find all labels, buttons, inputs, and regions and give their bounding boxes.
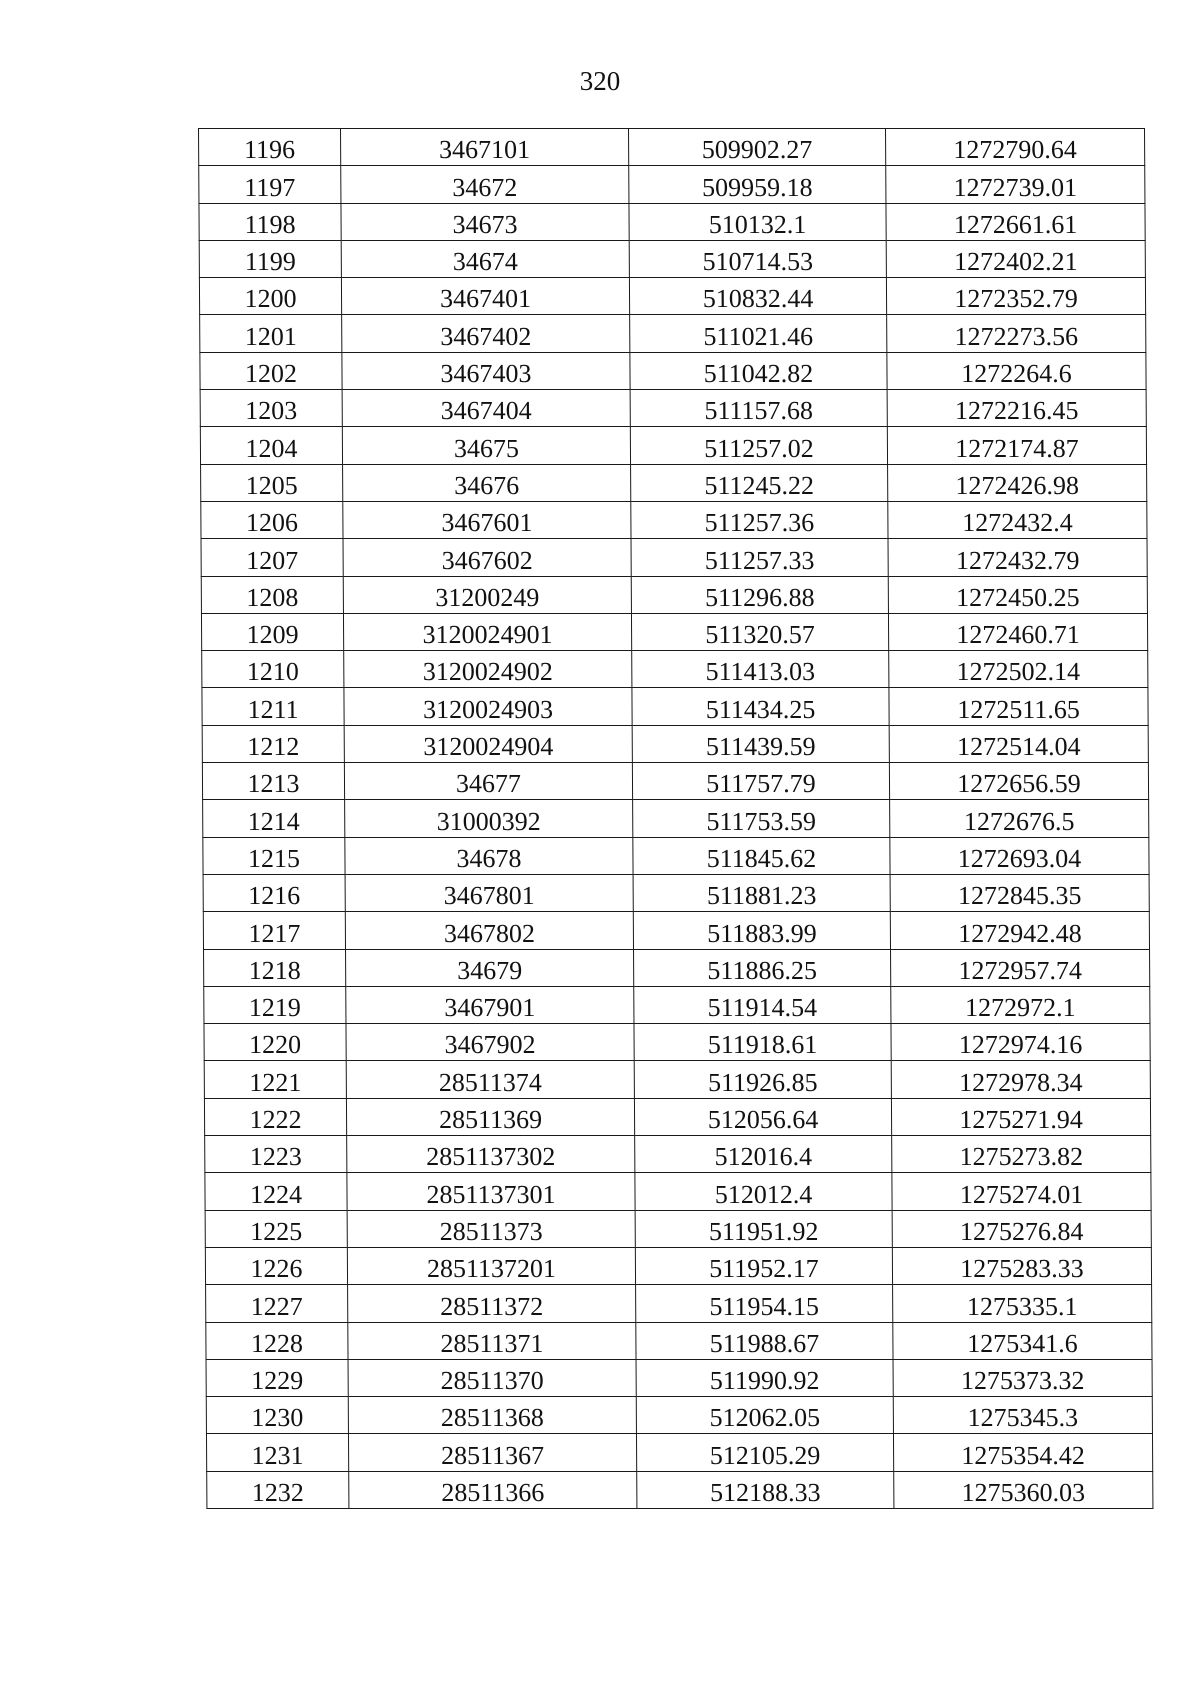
- x-coordinate-cell: 511042.82: [630, 352, 887, 389]
- y-coordinate-cell: 1272978.34: [891, 1061, 1150, 1098]
- x-coordinate-cell: 510714.53: [629, 240, 886, 277]
- page-number: 320: [579, 66, 621, 96]
- y-coordinate-cell: 1275276.84: [892, 1210, 1151, 1247]
- point-id-cell: 28511369: [346, 1098, 634, 1135]
- table-row: [199, 166, 1145, 203]
- y-coordinate-cell: 1272656.59: [889, 763, 1148, 800]
- x-coordinate-cell: 512188.33: [637, 1471, 894, 1508]
- row-index-cell: 1214: [203, 800, 345, 837]
- x-coordinate-cell: 510132.1: [629, 203, 886, 240]
- point-id-cell: 28511366: [349, 1471, 637, 1508]
- x-coordinate-cell: 511296.88: [631, 576, 888, 613]
- y-coordinate-cell: 1272972.1: [891, 986, 1150, 1023]
- table-row: [204, 1061, 1150, 1098]
- y-coordinate-cell: 1275273.82: [892, 1136, 1151, 1173]
- y-coordinate-cell: 1272845.35: [890, 874, 1149, 911]
- table-row: [201, 464, 1147, 501]
- table-body: [199, 129, 1153, 1509]
- point-id-cell: 3120024904: [344, 725, 632, 762]
- point-id-cell: 3120024901: [343, 613, 631, 650]
- row-index-cell: 1216: [203, 874, 345, 911]
- row-index-cell: 1211: [202, 688, 344, 725]
- point-id-cell: 31000392: [345, 800, 633, 837]
- table-row: [206, 1434, 1152, 1471]
- x-coordinate-cell: 511988.67: [636, 1322, 893, 1359]
- table-row: [202, 763, 1148, 800]
- y-coordinate-cell: 1272432.79: [888, 539, 1147, 576]
- x-coordinate-cell: 511886.25: [634, 949, 891, 986]
- table-row: [203, 837, 1149, 874]
- y-coordinate-cell: 1272957.74: [891, 949, 1150, 986]
- row-index-cell: 1219: [204, 986, 346, 1023]
- x-coordinate-cell: 511257.36: [631, 501, 888, 538]
- point-id-cell: 34676: [343, 464, 631, 501]
- x-coordinate-cell: 511753.59: [633, 800, 890, 837]
- x-coordinate-cell: 511439.59: [632, 725, 889, 762]
- table-row: [203, 874, 1149, 911]
- x-coordinate-cell: 511434.25: [632, 688, 889, 725]
- row-index-cell: 1198: [199, 203, 341, 240]
- table-row: [204, 986, 1150, 1023]
- y-coordinate-cell: 1272352.79: [886, 278, 1145, 315]
- x-coordinate-cell: 511320.57: [631, 613, 888, 650]
- table-row: [199, 129, 1145, 166]
- coordinates-table: [198, 128, 1153, 1509]
- table-row: [207, 1471, 1153, 1508]
- table-row: [201, 613, 1147, 650]
- point-id-cell: 3467401: [341, 278, 629, 315]
- y-coordinate-cell: 1272502.14: [889, 651, 1148, 688]
- y-coordinate-cell: 1272511.65: [889, 688, 1148, 725]
- y-coordinate-cell: 1272739.01: [886, 166, 1145, 203]
- x-coordinate-cell: 511257.02: [630, 427, 887, 464]
- table-row: [206, 1397, 1152, 1434]
- x-coordinate-cell: 511245.22: [631, 464, 888, 501]
- row-index-cell: 1212: [202, 725, 344, 762]
- x-coordinate-cell: 511845.62: [633, 837, 890, 874]
- row-index-cell: 1223: [205, 1136, 347, 1173]
- row-index-cell: 1231: [206, 1434, 348, 1471]
- row-index-cell: 1197: [199, 166, 341, 203]
- x-coordinate-cell: 512012.4: [635, 1173, 892, 1210]
- x-coordinate-cell: 511918.61: [634, 1024, 891, 1061]
- point-id-cell: 28511372: [348, 1285, 636, 1322]
- row-index-cell: 1196: [199, 129, 341, 166]
- table-row: [201, 576, 1147, 613]
- table-row: [202, 688, 1148, 725]
- x-coordinate-cell: 511757.79: [632, 763, 889, 800]
- x-coordinate-cell: 512062.05: [636, 1397, 893, 1434]
- row-index-cell: 1228: [206, 1322, 348, 1359]
- point-id-cell: 34678: [345, 837, 633, 874]
- x-coordinate-cell: 511883.99: [633, 912, 890, 949]
- x-coordinate-cell: 511413.03: [632, 651, 889, 688]
- point-id-cell: 3467101: [341, 129, 629, 166]
- row-index-cell: 1199: [199, 240, 341, 277]
- y-coordinate-cell: 1272693.04: [890, 837, 1149, 874]
- row-index-cell: 1230: [206, 1397, 348, 1434]
- point-id-cell: 31200249: [343, 576, 631, 613]
- table-row: [201, 539, 1147, 576]
- point-id-cell: 28511368: [348, 1397, 636, 1434]
- point-id-cell: 3467404: [342, 390, 630, 427]
- y-coordinate-cell: 1275345.3: [893, 1397, 1152, 1434]
- row-index-cell: 1220: [204, 1024, 346, 1061]
- y-coordinate-cell: 1272514.04: [889, 725, 1148, 762]
- point-id-cell: 2851137201: [347, 1247, 635, 1284]
- row-index-cell: 1208: [201, 576, 343, 613]
- table-row: [199, 203, 1145, 240]
- y-coordinate-cell: 1272661.61: [886, 203, 1145, 240]
- row-index-cell: 1209: [201, 613, 343, 650]
- row-index-cell: 1210: [202, 651, 344, 688]
- row-index-cell: 1226: [205, 1247, 347, 1284]
- table-row: [202, 651, 1148, 688]
- y-coordinate-cell: 1272432.4: [888, 501, 1147, 538]
- row-index-cell: 1222: [204, 1098, 346, 1135]
- table-row: [205, 1136, 1151, 1173]
- row-index-cell: 1206: [201, 501, 343, 538]
- row-index-cell: 1201: [200, 315, 342, 352]
- table-row: [206, 1322, 1152, 1359]
- x-coordinate-cell: 512056.64: [634, 1098, 891, 1135]
- row-index-cell: 1224: [205, 1173, 347, 1210]
- table-row: [200, 390, 1146, 427]
- y-coordinate-cell: 1272402.21: [886, 240, 1145, 277]
- table-row: [202, 725, 1148, 762]
- y-coordinate-cell: 1275373.32: [893, 1359, 1152, 1396]
- point-id-cell: 34673: [341, 203, 629, 240]
- table-row: [200, 315, 1146, 352]
- table-row: [205, 1247, 1151, 1284]
- y-coordinate-cell: 1272974.16: [891, 1024, 1150, 1061]
- point-id-cell: 28511374: [346, 1061, 634, 1098]
- x-coordinate-cell: 511954.15: [636, 1285, 893, 1322]
- y-coordinate-cell: 1272790.64: [886, 129, 1145, 166]
- point-id-cell: 3467802: [345, 912, 633, 949]
- y-coordinate-cell: 1272450.25: [888, 576, 1147, 613]
- point-id-cell: 34672: [341, 166, 629, 203]
- point-id-cell: 3467403: [342, 352, 630, 389]
- y-coordinate-cell: 1275341.6: [893, 1322, 1152, 1359]
- y-coordinate-cell: 1275271.94: [891, 1098, 1150, 1135]
- table-row: [203, 800, 1149, 837]
- row-index-cell: 1213: [202, 763, 344, 800]
- y-coordinate-cell: 1272216.45: [887, 390, 1146, 427]
- y-coordinate-cell: 1272676.5: [890, 800, 1149, 837]
- x-coordinate-cell: 511951.92: [635, 1210, 892, 1247]
- row-index-cell: 1200: [199, 278, 341, 315]
- point-id-cell: 34679: [346, 949, 634, 986]
- table-row: [200, 427, 1146, 464]
- x-coordinate-cell: 509959.18: [629, 166, 886, 203]
- row-index-cell: 1215: [203, 837, 345, 874]
- x-coordinate-cell: 511021.46: [630, 315, 887, 352]
- x-coordinate-cell: 509902.27: [629, 129, 886, 166]
- y-coordinate-cell: 1275360.03: [894, 1471, 1153, 1508]
- point-id-cell: 3467801: [345, 874, 633, 911]
- x-coordinate-cell: 512016.4: [635, 1136, 892, 1173]
- point-id-cell: 3120024902: [344, 651, 632, 688]
- y-coordinate-cell: 1272942.48: [890, 912, 1149, 949]
- point-id-cell: 28511367: [348, 1434, 636, 1471]
- table-row: [206, 1359, 1152, 1396]
- y-coordinate-cell: 1275354.42: [893, 1434, 1152, 1471]
- x-coordinate-cell: 510832.44: [629, 278, 886, 315]
- table-row: [204, 1024, 1150, 1061]
- row-index-cell: 1202: [200, 352, 342, 389]
- point-id-cell: 28511371: [348, 1322, 636, 1359]
- x-coordinate-cell: 512105.29: [636, 1434, 893, 1471]
- point-id-cell: 3467902: [346, 1024, 634, 1061]
- row-index-cell: 1218: [204, 949, 346, 986]
- table-row: [204, 1098, 1150, 1135]
- x-coordinate-cell: 511914.54: [634, 986, 891, 1023]
- row-index-cell: 1225: [205, 1210, 347, 1247]
- point-id-cell: 28511373: [347, 1210, 635, 1247]
- x-coordinate-cell: 511952.17: [635, 1247, 892, 1284]
- point-id-cell: 3467402: [342, 315, 630, 352]
- row-index-cell: 1221: [204, 1061, 346, 1098]
- y-coordinate-cell: 1275274.01: [892, 1173, 1151, 1210]
- y-coordinate-cell: 1275335.1: [893, 1285, 1152, 1322]
- y-coordinate-cell: 1275283.33: [892, 1247, 1151, 1284]
- point-id-cell: 34674: [341, 240, 629, 277]
- point-id-cell: 3467601: [343, 501, 631, 538]
- row-index-cell: 1217: [203, 912, 345, 949]
- y-coordinate-cell: 1272174.87: [887, 427, 1146, 464]
- point-id-cell: 28511370: [348, 1359, 636, 1396]
- table-row: [204, 949, 1150, 986]
- row-index-cell: 1204: [200, 427, 342, 464]
- table-row: [205, 1173, 1151, 1210]
- point-id-cell: 34675: [342, 427, 630, 464]
- point-id-cell: 2851137301: [347, 1173, 635, 1210]
- row-index-cell: 1205: [201, 464, 343, 501]
- x-coordinate-cell: 511257.33: [631, 539, 888, 576]
- table-row: [199, 240, 1145, 277]
- point-id-cell: 3467901: [346, 986, 634, 1023]
- table-row: [200, 352, 1146, 389]
- y-coordinate-cell: 1272264.6: [887, 352, 1146, 389]
- x-coordinate-cell: 511157.68: [630, 390, 887, 427]
- table-row: [203, 912, 1149, 949]
- y-coordinate-cell: 1272426.98: [888, 464, 1147, 501]
- row-index-cell: 1232: [207, 1471, 349, 1508]
- point-id-cell: 3120024903: [344, 688, 632, 725]
- point-id-cell: 2851137302: [347, 1136, 635, 1173]
- table-row: [201, 501, 1147, 538]
- y-coordinate-cell: 1272460.71: [888, 613, 1147, 650]
- table-row: [206, 1285, 1152, 1322]
- x-coordinate-cell: 511926.85: [634, 1061, 891, 1098]
- x-coordinate-cell: 511881.23: [633, 874, 890, 911]
- row-index-cell: 1207: [201, 539, 343, 576]
- table-row: [205, 1210, 1151, 1247]
- row-index-cell: 1227: [206, 1285, 348, 1322]
- table-row: [199, 278, 1145, 315]
- point-id-cell: 34677: [344, 763, 632, 800]
- row-index-cell: 1203: [200, 390, 342, 427]
- point-id-cell: 3467602: [343, 539, 631, 576]
- row-index-cell: 1229: [206, 1359, 348, 1396]
- y-coordinate-cell: 1272273.56: [887, 315, 1146, 352]
- x-coordinate-cell: 511990.92: [636, 1359, 893, 1396]
